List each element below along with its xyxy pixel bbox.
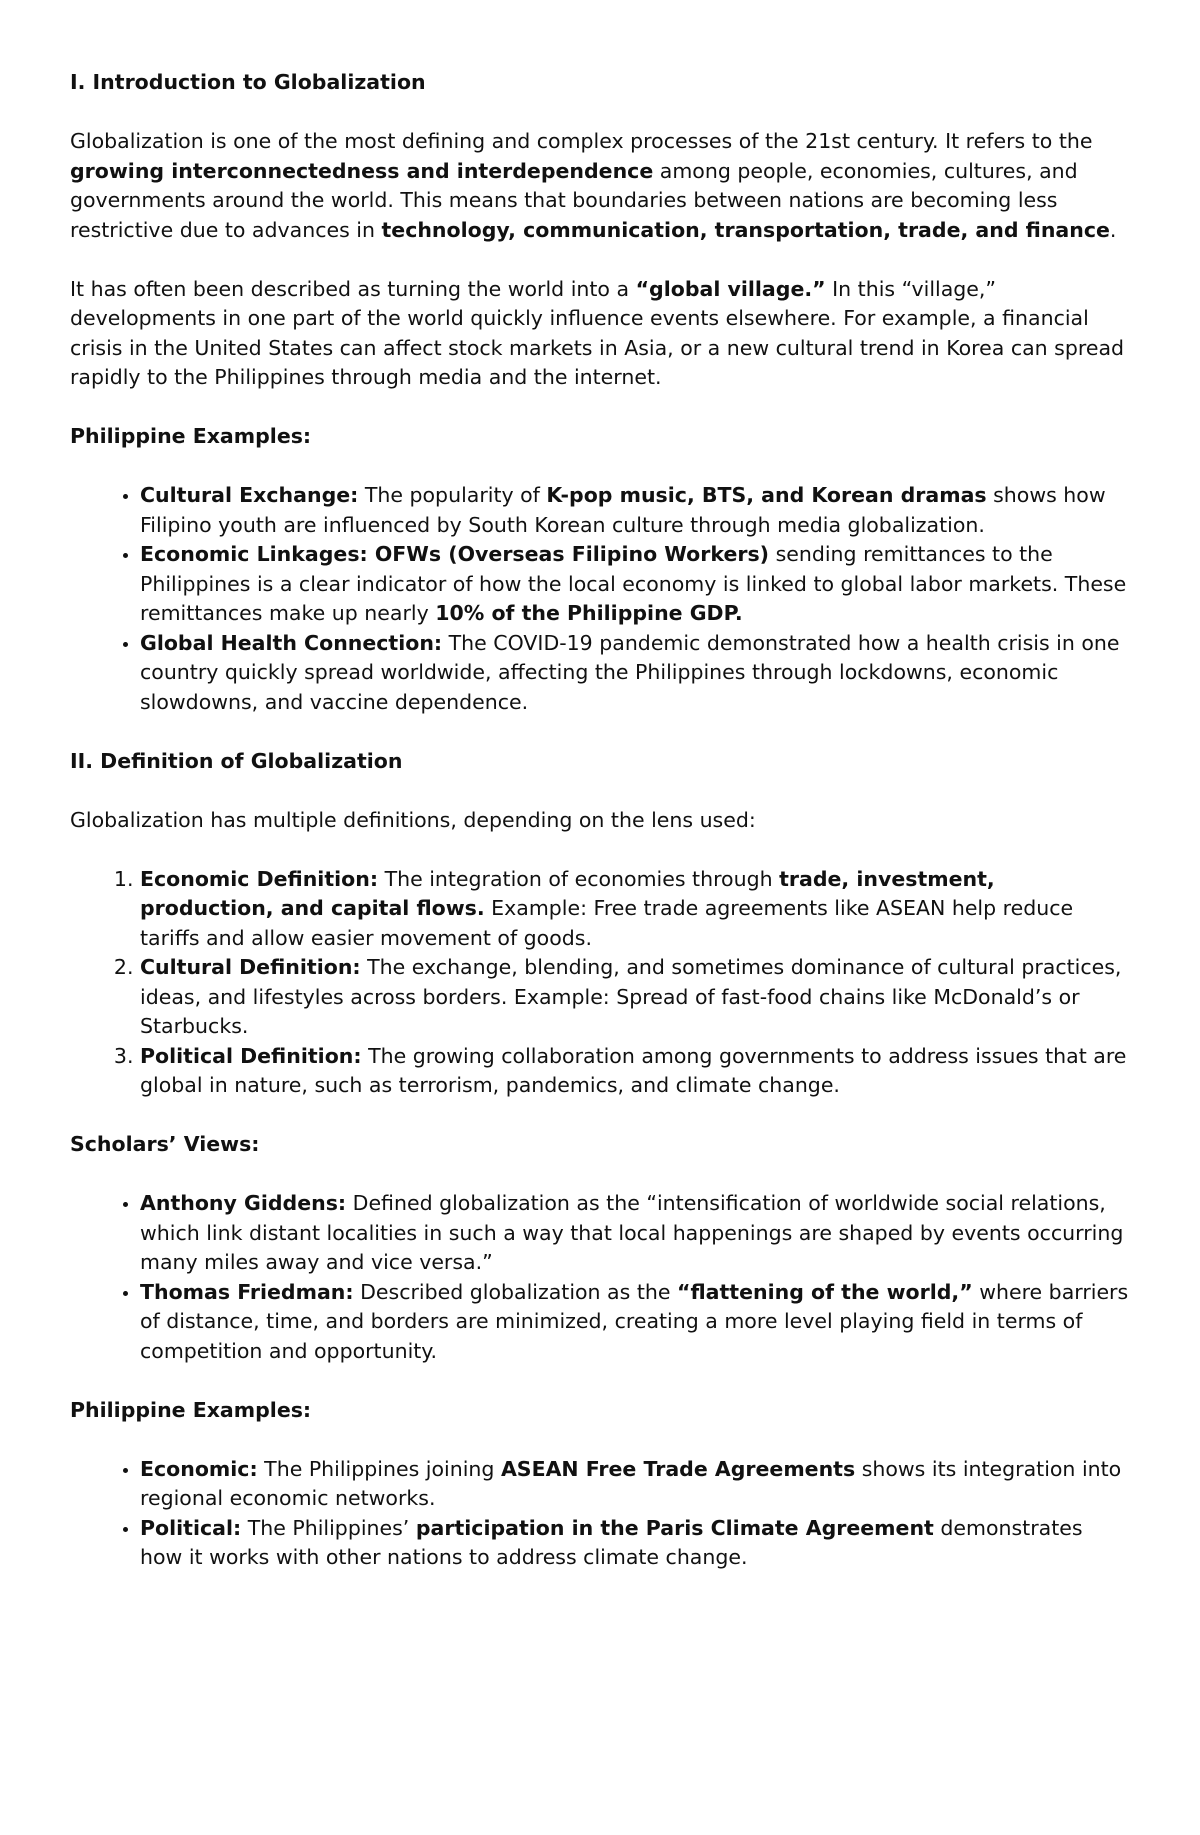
bold-text: 10% of the Philippine GDP. bbox=[435, 601, 743, 625]
definition-intro: Globalization has multiple definitions, depending on the lens used: bbox=[70, 807, 756, 832]
text: where barriers of distance, time, and borders are minimized, creating a more level playing field in terms of competition and opportunity. bbox=[140, 1279, 1129, 1363]
list-item bbox=[140, 865, 1130, 954]
bold-text: ASEAN Free Trade Agreements bbox=[500, 1456, 856, 1481]
text: shows how Filipino youth are influenced by South Korean culture through media globalization. bbox=[140, 483, 1106, 537]
bold-text: “global village.” bbox=[635, 276, 826, 301]
bold-text: technology, communication, transportation, trade, and finance bbox=[381, 217, 1110, 242]
list-item bbox=[140, 1189, 1130, 1278]
text: The popularity of bbox=[358, 483, 547, 507]
text: The COVID-19 pandemic demonstrated how a health crisis in one country quickly spread worldwide, affecting the Philippines through lockdowns, economic slowdowns, and vaccine dependence. bbox=[140, 630, 1120, 714]
item-label: Anthony Giddens: bbox=[140, 1191, 347, 1215]
text: The exchange, blending, and sometimes dominance of cultural practices, ideas, and lifestyles across borders. Example: Spread of fast-food chains like McDonald’s or Starbucks. bbox=[140, 955, 1122, 1038]
text: The Philippines’ bbox=[241, 1515, 416, 1540]
bold-text: trade, investment, production, and capital flows. bbox=[140, 866, 995, 920]
text: shows its integration into regional economic networks. bbox=[140, 1456, 1122, 1510]
list-item bbox=[140, 1042, 1130, 1101]
item-label: Global Health Connection: bbox=[140, 630, 443, 655]
bold-text: participation in the Paris Climate Agreement bbox=[415, 1515, 934, 1540]
text: among people, economies, cultures, and governments around the world. This means that boundaries between nations are becoming less restrictive due to advances in bbox=[70, 158, 1078, 242]
section-heading-introduction: I. Introduction to Globalization bbox=[70, 70, 426, 94]
text: It has often been described as turning the world into a bbox=[70, 276, 636, 301]
intro-paragraph-1 bbox=[70, 127, 1130, 245]
list-item bbox=[140, 1455, 1130, 1514]
text: Globalization is one of the most defining and complex processes of the 21st century. It refers to the bbox=[70, 129, 1093, 153]
text: . bbox=[1109, 217, 1117, 242]
bold-text: growing interconnectedness and interdependence bbox=[70, 158, 654, 183]
list-item bbox=[140, 1278, 1130, 1367]
item-label: Cultural Exchange: bbox=[140, 483, 359, 507]
text: In this “village,” developments in one part of the world quickly influence events elsewhere. For example, a financial crisis in the United States can affect stock markets in Asia, or a new cultural trend in Korea can spread rapidly to the Philippines through media and the internet. bbox=[70, 276, 1125, 389]
intro-paragraph-2 bbox=[70, 275, 1130, 393]
text: The Philippines joining bbox=[257, 1456, 501, 1481]
item-label: Economic Definition: bbox=[140, 866, 379, 891]
item-label: Economic: bbox=[140, 1456, 258, 1481]
text: Defined globalization as the “intensification of worldwide social relations, which link distant localities in such a way that local happenings are shaped by events occurring many miles away and vice versa.” bbox=[140, 1191, 1124, 1274]
list-item bbox=[140, 629, 1130, 718]
bold-text: “flattening of the world,” bbox=[676, 1279, 973, 1304]
subheading-philippine-examples-2: Philippine Examples: bbox=[70, 1397, 312, 1422]
text: demonstrates how it works with other nations to address climate change. bbox=[140, 1515, 1083, 1569]
section-heading-definition: II. Definition of Globalization bbox=[70, 748, 403, 773]
text: Example: Free trade agreements like ASEAN help reduce tariffs and allow easier movement of goods. bbox=[140, 896, 1074, 950]
text: The growing collaboration among governments to address issues that are global in nature, such as terrorism, pandemics, and climate change. bbox=[140, 1043, 1127, 1097]
list-item bbox=[140, 540, 1130, 629]
scholars-list bbox=[70, 1189, 1130, 1366]
item-label: Political: bbox=[140, 1515, 242, 1540]
item-label: Economic Linkages: bbox=[140, 542, 368, 566]
text: The integration of economies through bbox=[378, 866, 780, 891]
item-label: Political Definition: bbox=[140, 1043, 362, 1068]
list-item bbox=[140, 1514, 1130, 1573]
text: Described globalization as the bbox=[353, 1279, 677, 1304]
subheading-scholars-views: Scholars’ Views: bbox=[70, 1132, 260, 1156]
item-label: Cultural Definition: bbox=[140, 955, 361, 979]
philippine-examples-list-1 bbox=[70, 481, 1130, 717]
list-item bbox=[140, 953, 1130, 1042]
text: sending remittances to the Philippines is a clear indicator of how the local economy is linked to global labor markets. These remittances make up nearly bbox=[140, 542, 1127, 625]
subheading-philippine-examples-1: Philippine Examples: bbox=[70, 424, 312, 448]
list-item bbox=[140, 481, 1130, 540]
bold-text: OFWs (Overseas Filipino Workers) bbox=[367, 542, 770, 566]
bold-text: K-pop music, BTS, and Korean dramas bbox=[546, 483, 987, 507]
philippine-examples-list-2 bbox=[70, 1455, 1130, 1573]
definitions-list bbox=[70, 865, 1130, 1101]
item-label: Thomas Friedman: bbox=[140, 1279, 354, 1304]
